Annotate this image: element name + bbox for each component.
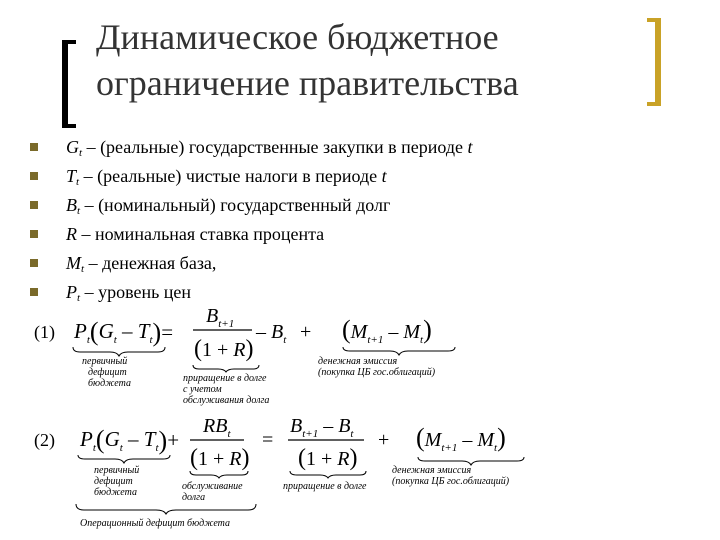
label-deficit: первичный	[94, 465, 140, 476]
equation-1	[34, 305, 455, 406]
eq1-money: (Mt+1 – Mt)	[342, 315, 432, 346]
label-deficit: дефицит	[88, 367, 127, 378]
label-debt-increase: с учетом	[183, 384, 222, 395]
eq1-numerator: $B_{t+1}$	[206, 305, 235, 330]
label-debt-increase: приращение в долге	[183, 373, 267, 384]
eq2-debt-denominator: (1 + R)	[298, 445, 358, 471]
symbol: P	[66, 282, 77, 302]
label-deficit: бюджета	[88, 378, 131, 389]
eq2-service-numerator: $RB_t$	[203, 415, 231, 440]
equation-number: (1)	[34, 322, 55, 342]
label-deficit: дефицит	[94, 476, 133, 487]
equals-sign: =	[262, 429, 274, 451]
label-money-emission: денежная эмиссия	[392, 465, 472, 476]
symbol: R	[66, 224, 77, 244]
definition-text: – (номинальный) государственный долг	[80, 195, 391, 215]
label-debt-service: обслуживание	[182, 481, 243, 492]
label-debt-increase: обслуживания долга	[183, 395, 270, 406]
symbol: B	[66, 195, 77, 215]
label-deficit: бюджета	[94, 487, 137, 498]
label-deficit: первичный	[82, 356, 128, 367]
subscript: t	[81, 263, 85, 275]
label-debt-service: долга	[182, 492, 206, 503]
definition-text: – (реальные) чистые налоги в периоде	[79, 166, 382, 186]
definition-text: – уровень цен	[80, 282, 192, 302]
eq2-service-denominator: (1 + R)	[190, 445, 250, 471]
eq1-minus-bt: – $B_t$	[256, 321, 287, 346]
equation-2	[34, 415, 524, 529]
title-line-2: ограничение правительства	[96, 63, 519, 103]
symbol: G	[66, 137, 79, 157]
label-money-emission: (покупка ЦБ гос.облигаций)	[392, 476, 510, 487]
eq1-denominator: (1 + R)	[194, 336, 254, 362]
eq2-lhs: $P_t(G_t - T_t)+$	[80, 425, 180, 455]
plus-sign: +	[300, 321, 312, 343]
definition-text: – (реальные) государственные закупки в периоде	[82, 137, 468, 157]
subscript: t	[77, 292, 81, 304]
symbol: M	[66, 253, 81, 273]
equation-number: (2)	[34, 430, 55, 450]
definition-text: – денежная база,	[84, 253, 217, 273]
eq2-money: (Mt+1 – Mt)	[416, 423, 506, 454]
label-money-emission: (покупка ЦБ гос.облигаций)	[318, 367, 436, 378]
label-debt-increase: приращение в долге	[283, 481, 367, 492]
symbol: T	[66, 166, 77, 186]
plus-sign: +	[378, 429, 390, 451]
title-line-1: Динамическое бюджетное	[96, 17, 499, 57]
subscript: t	[76, 176, 80, 188]
definition-tail: t	[381, 166, 387, 186]
definition-tail: t	[467, 137, 473, 157]
label-money-emission: денежная эмиссия	[318, 356, 398, 367]
definition-text: – номинальная ставка процента	[77, 224, 325, 244]
eq1-lhs: $P_t(G_t - T_t)=$	[74, 317, 174, 347]
eq2-debt-numerator: $B_{t+1} - B_t$	[290, 415, 354, 440]
subscript: t	[77, 205, 81, 217]
label-operational-deficit: Операционный дефицит бюджета	[80, 518, 231, 529]
subscript: t	[79, 147, 83, 159]
